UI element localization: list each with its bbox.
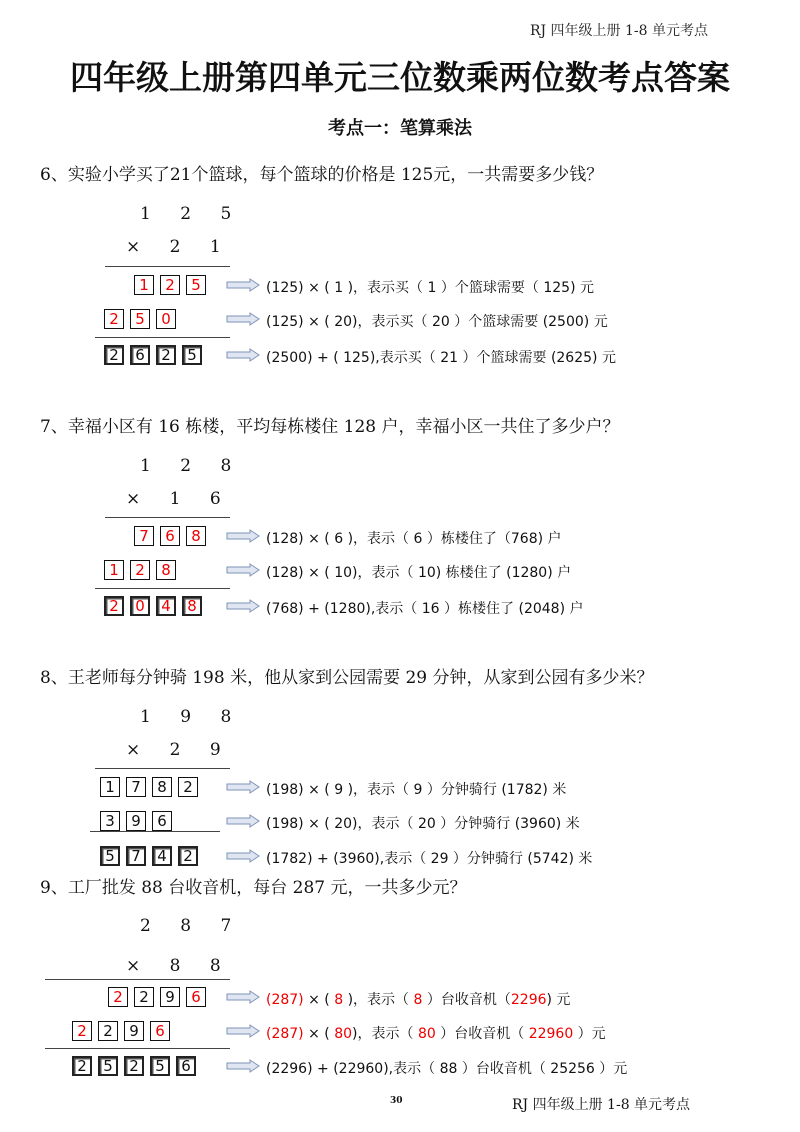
right-arrow-icon bbox=[226, 849, 260, 863]
footer-text: RJ 四年级上册 1-8 单元考点 bbox=[512, 1097, 691, 1113]
right-arrow-icon bbox=[226, 780, 260, 794]
digit-box: 5 bbox=[100, 846, 120, 866]
digit-box: 9 bbox=[124, 1021, 144, 1041]
digit-box: 6 bbox=[186, 987, 206, 1007]
digit-box: 7 bbox=[126, 846, 146, 866]
digit-box: 7 bbox=[134, 526, 154, 546]
rule-9b bbox=[45, 1048, 230, 1049]
digit-box: 8 bbox=[186, 526, 206, 546]
product-row-7-1 bbox=[134, 523, 212, 549]
explanation-text: (768) + (1280),表示（ 16 ）栋楼住了 (2048) 户 bbox=[266, 601, 584, 617]
digit-box: 2 bbox=[178, 846, 198, 866]
explanation-text: (198) × ( 9 )，表示（ 9 ）分钟骑行 (1782) 米 bbox=[266, 782, 567, 798]
product-row-9-1 bbox=[108, 984, 212, 1010]
product-row-6-1 bbox=[134, 272, 212, 298]
digit-box: 6 bbox=[130, 345, 150, 365]
rule-8a bbox=[95, 768, 230, 769]
explanation-text: (1782) + (3960),表示（ 29 ）分钟骑行 (5742) 米 bbox=[266, 851, 593, 867]
explanation-text: (287) × ( 80)，表示（ 80 ）台收音机（ 22960 ）元 bbox=[266, 1026, 606, 1042]
explanation-text: (125) × ( 1 )，表示买（ 1 ）个篮球需要（ 125) 元 bbox=[266, 280, 594, 296]
right-arrow-icon bbox=[226, 312, 260, 326]
digit-box: 2 bbox=[124, 1056, 144, 1076]
digit-box: 8 bbox=[156, 560, 176, 580]
digit-box: 2 bbox=[134, 987, 154, 1007]
digit-box: 1 bbox=[100, 777, 120, 797]
product-row-9-3 bbox=[72, 1053, 202, 1079]
multiplier-6: × 2 1 bbox=[126, 237, 233, 257]
page-number: 30 bbox=[390, 1096, 403, 1106]
digit-box: 8 bbox=[182, 596, 202, 616]
digit-box: 2 bbox=[104, 309, 124, 329]
digit-box: 8 bbox=[152, 777, 172, 797]
multiplicand-9: 2 8 7 bbox=[140, 916, 244, 936]
product-row-8-3 bbox=[100, 843, 204, 869]
digit-box: 2 bbox=[156, 345, 176, 365]
digit-box: 2 bbox=[130, 560, 150, 580]
multiplier-8: × 2 9 bbox=[126, 740, 233, 760]
digit-box: 0 bbox=[156, 309, 176, 329]
question-7: 7、幸福小区有 16 栋楼，平均每栋楼住 128 户，幸福小区一共住了多少户？ bbox=[40, 417, 620, 437]
product-row-7-3 bbox=[104, 593, 208, 619]
rule-9a bbox=[45, 979, 230, 980]
multiplicand-8: 1 9 8 bbox=[140, 707, 244, 727]
explanation-text: (125) × ( 20)，表示买（ 20 ）个篮球需要 (2500) 元 bbox=[266, 314, 608, 330]
right-arrow-icon bbox=[226, 278, 260, 292]
multiplicand-6: 1 2 5 bbox=[140, 204, 244, 224]
digit-box: 4 bbox=[152, 846, 172, 866]
explanation-text: (2500) + ( 125),表示买（ 21 ）个篮球需要 (2625) 元 bbox=[266, 350, 616, 366]
digit-box: 2 bbox=[108, 987, 128, 1007]
header-top-text: RJ 四年级上册 1-8 单元考点 bbox=[529, 23, 708, 39]
product-row-6-2 bbox=[104, 306, 182, 332]
explanation-text: (198) × ( 20)，表示（ 20 ）分钟骑行 (3960) 米 bbox=[266, 816, 580, 832]
explanation-text: (128) × ( 6 )，表示（ 6 ）栋楼住了（768) 户 bbox=[266, 531, 562, 547]
product-row-9-2 bbox=[72, 1018, 176, 1044]
digit-box: 2 bbox=[178, 777, 198, 797]
rule-6a bbox=[105, 266, 230, 267]
rule-6b bbox=[95, 337, 230, 338]
page-title: 四年级上册第四单元三位数乘两位数考点答案 bbox=[70, 58, 730, 97]
digit-box: 5 bbox=[98, 1056, 118, 1076]
digit-box: 3 bbox=[100, 811, 120, 831]
digit-box: 2 bbox=[104, 345, 124, 365]
digit-box: 0 bbox=[130, 596, 150, 616]
question-9: 9、工厂批发 88 台收音机，每台 287 元，一共多少元？ bbox=[40, 878, 467, 898]
digit-box: 6 bbox=[150, 1021, 170, 1041]
rule-7a bbox=[105, 517, 230, 518]
question-6: 6、实验小学买了21个篮球，每个篮球的价格是 125元，一共需要多少钱？ bbox=[40, 165, 604, 185]
digit-box: 1 bbox=[104, 560, 124, 580]
digit-box: 9 bbox=[126, 811, 146, 831]
right-arrow-icon bbox=[226, 990, 260, 1004]
product-row-6-3 bbox=[104, 342, 208, 368]
multiplicand-7: 1 2 8 bbox=[140, 456, 244, 476]
rule-7b bbox=[95, 588, 230, 589]
explanation-text: (128) × ( 10)，表示（ 10) 栋楼住了 (1280) 户 bbox=[266, 565, 572, 581]
right-arrow-icon bbox=[226, 1059, 260, 1073]
section-title: 考点一：笔算乘法 bbox=[328, 118, 472, 139]
digit-box: 7 bbox=[126, 777, 146, 797]
right-arrow-icon bbox=[226, 814, 260, 828]
digit-box: 2 bbox=[98, 1021, 118, 1041]
digit-box: 6 bbox=[152, 811, 172, 831]
digit-box: 5 bbox=[130, 309, 150, 329]
right-arrow-icon bbox=[226, 348, 260, 362]
digit-box: 5 bbox=[186, 275, 206, 295]
digit-box: 2 bbox=[160, 275, 180, 295]
rule-8b bbox=[90, 831, 220, 832]
right-arrow-icon bbox=[226, 529, 260, 543]
digit-box: 2 bbox=[72, 1021, 92, 1041]
explanation-text: (2296) + (22960),表示（ 88 ）台收音机（ 25256 ）元 bbox=[266, 1061, 628, 1077]
right-arrow-icon bbox=[226, 1024, 260, 1038]
right-arrow-icon bbox=[226, 599, 260, 613]
digit-box: 4 bbox=[156, 596, 176, 616]
digit-box: 6 bbox=[176, 1056, 196, 1076]
digit-box: 2 bbox=[104, 596, 124, 616]
digit-box: 6 bbox=[160, 526, 180, 546]
digit-box: 2 bbox=[72, 1056, 92, 1076]
multiplier-9: × 8 8 bbox=[126, 956, 233, 976]
digit-box: 5 bbox=[182, 345, 202, 365]
product-row-8-1 bbox=[100, 774, 204, 800]
explanation-text: (287) × ( 8 )，表示（ 8 ）台收音机（2296) 元 bbox=[266, 992, 571, 1008]
multiplier-7: × 1 6 bbox=[126, 489, 233, 509]
digit-box: 1 bbox=[134, 275, 154, 295]
digit-box: 5 bbox=[150, 1056, 170, 1076]
question-8: 8、王老师每分钟骑 198 米，他从家到公园需要 29 分钟，从家到公园有多少米？ bbox=[40, 668, 654, 688]
product-row-7-2 bbox=[104, 557, 182, 583]
right-arrow-icon bbox=[226, 563, 260, 577]
digit-box: 9 bbox=[160, 987, 180, 1007]
